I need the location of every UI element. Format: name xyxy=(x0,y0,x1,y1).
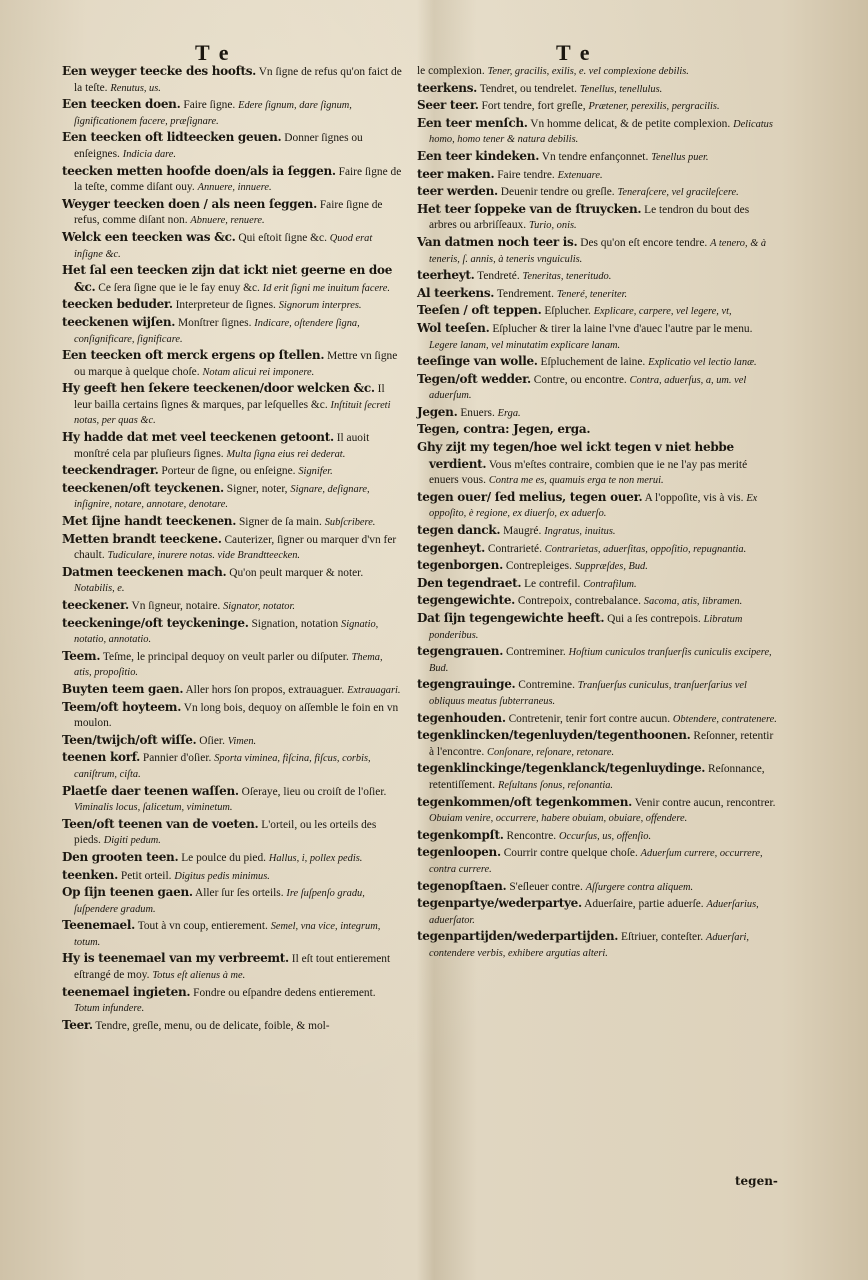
french-gloss: Oſeraye, lieu ou croiſt de l'oſier. xyxy=(241,785,387,798)
french-gloss: Tendreté. xyxy=(477,270,520,283)
dictionary-entry xyxy=(62,381,402,429)
dictionary-entry xyxy=(62,1018,402,1035)
header-left: T e xyxy=(195,40,231,65)
latin-gloss: Prætener, perexilis, pergracilis. xyxy=(588,101,720,113)
dictionary-entry xyxy=(417,677,777,709)
latin-gloss: Teneraſcere, vel gracileſcere. xyxy=(617,187,739,199)
headword: teerkens. xyxy=(417,80,478,95)
headword: teecken beduder. xyxy=(62,297,173,312)
headword: tegengrauinge. xyxy=(417,677,516,692)
latin-gloss: Conſonare, reſonare, retonare. xyxy=(487,746,615,758)
french-gloss: Porteur de ſigne, ou enſeigne. xyxy=(161,465,296,478)
latin-gloss: Id erit ſigni me inuitum facere. xyxy=(262,282,390,294)
header-right: T e xyxy=(556,40,592,65)
french-gloss: Contremine. xyxy=(518,679,575,692)
headword: Teem. xyxy=(62,648,101,663)
dictionary-entry xyxy=(417,64,777,80)
french-gloss: Vn ſigneur, notaire. xyxy=(131,600,221,612)
dictionary-entry xyxy=(417,116,777,148)
dictionary-entry xyxy=(417,761,777,793)
latin-gloss: Obuiam venire, occurrere, habere obuiam, obuiare, offendere. xyxy=(429,813,688,825)
dictionary-entry xyxy=(62,649,402,681)
headword: Al teerkens. xyxy=(417,285,495,300)
latin-gloss: Teneritas, teneritudo. xyxy=(522,271,612,283)
headword: Teen/oft teenen van de voeten. xyxy=(62,816,259,831)
latin-gloss: Thema, atis, propoſitio. xyxy=(74,651,383,679)
dictionary-entry xyxy=(417,422,777,439)
latin-gloss: Delicatus homo, homo tener & natura debilis. xyxy=(429,118,773,146)
french-gloss: Faire ſigne de refus, comme diſant non. xyxy=(74,198,383,227)
headword: tegenloopen. xyxy=(417,845,501,860)
dictionary-entry xyxy=(62,868,402,885)
latin-gloss: Signorum interpres. xyxy=(278,300,362,312)
dictionary-entry xyxy=(62,297,402,314)
dictionary-entry xyxy=(417,879,777,896)
dictionary-entry xyxy=(62,481,402,513)
french-gloss: Qui eſtoit ſigne &c. xyxy=(238,231,327,244)
headword: Jegen. xyxy=(417,404,458,419)
dictionary-entry xyxy=(417,303,777,320)
dictionary-entry xyxy=(417,321,777,353)
headword: Hy hadde dat met veel teeckenen getoont. xyxy=(62,430,334,445)
dictionary-entry xyxy=(417,268,777,285)
latin-gloss: Vimen. xyxy=(227,735,257,747)
headword: teenemael ingieten. xyxy=(62,984,191,999)
dictionary-entry xyxy=(417,235,777,267)
dictionary-entry xyxy=(417,728,777,760)
french-gloss: Vn ſigne de refus qu'on faict de la teſte. xyxy=(74,66,402,94)
dictionary-entry xyxy=(417,828,777,845)
dictionary-entry xyxy=(417,81,777,98)
french-gloss: Vn long bois, dequoy on aſſemble le foin en vn moulon. xyxy=(74,701,399,730)
headword: Een teer kindeken. xyxy=(417,148,540,163)
latin-gloss: Suppræſdes, Bud. xyxy=(574,561,648,573)
latin-gloss: Annuere, innuere. xyxy=(197,182,272,194)
dictionary-entry xyxy=(62,514,402,531)
dictionary-entry xyxy=(417,558,777,575)
headword: Een teecken oft merck ergens op ſtellen. xyxy=(62,348,325,363)
dictionary-entry xyxy=(62,64,402,96)
french-gloss: Qui a ſes contrepois. xyxy=(607,613,701,625)
french-gloss: Contre, ou encontre. xyxy=(533,373,627,386)
french-gloss: L'orteil, ou les orteils des pieds. xyxy=(74,818,377,847)
french-gloss: A l'oppoſite, vis à vis. xyxy=(644,491,744,504)
dictionary-entry xyxy=(62,315,402,347)
french-gloss: Signation, notation xyxy=(251,617,339,630)
headword: tegenklincken/tegenluyden/tegenthoonen. xyxy=(417,728,691,743)
latin-gloss: Tudiculare, inurere notas. vide Brandtteecken. xyxy=(107,550,301,562)
dictionary-entry xyxy=(62,197,402,229)
latin-gloss: Quod erat inſigne &c. xyxy=(74,232,373,260)
latin-gloss: Hoſtium cuniculos tranſuerſis cuniculis excipere, Bud. xyxy=(429,647,772,674)
headword: Dat ſijn tegengewichte heeft. xyxy=(417,611,605,625)
french-gloss: Contrepleiges. xyxy=(505,560,572,573)
french-gloss: Pannier d'oſier. xyxy=(142,752,212,765)
headword: Weyger teecken doen / als neen ſeggen. xyxy=(62,196,317,211)
dictionary-entry xyxy=(417,98,777,115)
latin-gloss: Sporta viminea, fiſcina, fiſcus, corbis, caniſtrum, ciſta. xyxy=(74,753,371,780)
latin-gloss: Digitus pedis minimus. xyxy=(174,870,270,882)
french-gloss: Contreminer. xyxy=(505,646,566,659)
french-gloss: Monſtrer ſignes. xyxy=(178,316,252,329)
dictionary-entry xyxy=(417,593,777,610)
latin-gloss: Reſultans ſonus, reſonantia. xyxy=(497,779,614,791)
headword: tegengrauen. xyxy=(417,644,504,659)
latin-gloss: Erga. xyxy=(497,407,521,419)
dictionary-entry xyxy=(417,795,777,827)
dictionary-entry xyxy=(62,616,402,648)
latin-gloss: Contra me es, quamuis erga te non merui. xyxy=(488,475,664,487)
headword: tegenborgen. xyxy=(417,558,503,573)
french-gloss: Reſonnance, retentiſſement. xyxy=(429,763,765,791)
dictionary-entry xyxy=(62,263,402,296)
french-gloss: Tendre, greſle, menu, ou de delicate, foible, & mol- xyxy=(95,1019,330,1032)
latin-gloss: Ire ſuſpenſo gradu, ſuſpendere gradum. xyxy=(74,888,365,915)
dictionary-entry xyxy=(62,164,402,196)
dictionary-entry xyxy=(62,850,402,867)
latin-gloss: Contra, aduerſus, a, um. vel aduerſum. xyxy=(429,374,747,402)
dictionary-entry xyxy=(62,918,402,950)
dictionary-entry xyxy=(62,817,402,849)
headword: Teer. xyxy=(62,1017,93,1032)
latin-gloss: Sacoma, atis, libramen. xyxy=(643,596,743,608)
latin-gloss: Semel, vna vice, integrum, totum. xyxy=(74,921,381,948)
headword: tegenpartijden/wederpartijden. xyxy=(417,929,619,944)
headword: Den grooten teen. xyxy=(62,849,179,864)
dictionary-entry xyxy=(62,985,402,1017)
dictionary-entry xyxy=(417,845,777,877)
headword: Metten brandt teeckene. xyxy=(62,531,222,546)
french-gloss: Le tendron du bout des arbres ou arbriſſeaux. xyxy=(429,203,750,232)
latin-gloss: Hallus, i, pollex pedis. xyxy=(268,852,363,864)
latin-gloss: Aduerſari, contendere verbis, exhibere argutias alteri. xyxy=(429,932,749,959)
dictionary-entry xyxy=(417,711,777,728)
dictionary-entry xyxy=(417,896,777,928)
headword: teeckenen wijſen. xyxy=(62,314,176,329)
headword: teeckener. xyxy=(62,598,129,612)
headword: tegengewichte. xyxy=(417,593,516,608)
headword: Een weyger teecke des hoofts. xyxy=(62,64,257,78)
dictionary-entry xyxy=(417,202,777,234)
latin-gloss: Notabilis, e. xyxy=(74,583,125,595)
latin-gloss: Aſſurgere contra aliquem. xyxy=(585,881,694,893)
latin-gloss: Inſtituit ſecreti notas, per quas &c. xyxy=(74,399,391,427)
latin-gloss: Tenellus puer. xyxy=(651,151,709,163)
headword: Teeſen / oft teppen. xyxy=(417,303,542,318)
latin-gloss: Tranſuerſus cuniculus, tranſuerſarius vel obliquus meatus ſubterraneus. xyxy=(429,680,747,707)
french-gloss: Contrepoix, contrebalance. xyxy=(517,595,641,608)
latin-gloss: Renutus, us. xyxy=(110,82,161,94)
latin-gloss: Signare, deſignare, inſignire, notare, annotare, denotare. xyxy=(74,483,370,511)
french-gloss: Le poulce du pied. xyxy=(181,851,266,864)
french-gloss: Teſme, le principal dequoy on veult parler ou diſputer. xyxy=(102,650,349,663)
latin-gloss: Occurſus, us, offenſio. xyxy=(559,830,652,842)
dictionary-entry xyxy=(417,611,777,643)
headword: Tegen/oft wedder. xyxy=(417,371,531,386)
headword: Hy is teenemael van my verbreemt. xyxy=(62,951,289,966)
dictionary-entry xyxy=(62,733,402,750)
french-gloss: Des qu'on eſt encore tendre. xyxy=(580,236,708,249)
latin-gloss: Contrafilum. xyxy=(583,578,637,590)
latin-gloss: Multa ſigna eius rei dederat. xyxy=(226,448,346,460)
dictionary-entry xyxy=(417,405,777,422)
french-gloss: Contrarieté. xyxy=(487,542,542,555)
dictionary-entry xyxy=(417,523,777,540)
french-gloss: Maugré. xyxy=(503,525,542,538)
headword: Welck een teecken was &c. xyxy=(62,229,236,244)
french-gloss: Fort tendre, fort greſle, xyxy=(481,100,586,113)
french-gloss: Tendrement. xyxy=(496,287,554,300)
headword: Teenemael. xyxy=(62,918,136,933)
french-gloss: Interpreteur de ſignes. xyxy=(175,299,276,312)
dictionary-entry xyxy=(417,372,777,404)
dictionary-entry xyxy=(417,167,777,184)
dictionary-entry xyxy=(417,286,777,303)
dictionary-entry xyxy=(417,490,777,522)
french-gloss: Fondre ou eſpandre dedens entierement. xyxy=(193,986,376,999)
latin-gloss: Tener, gracilis, exilis, e. vel complexione debilis. xyxy=(487,66,689,77)
french-gloss: Courrir contre quelque choſe. xyxy=(503,847,638,860)
headword: Datmen teeckenen mach. xyxy=(62,564,227,579)
headword: tegenkommen/oft tegenkommen. xyxy=(417,794,633,809)
headword: tegenkompſt. xyxy=(417,827,504,842)
headword: Tegen, contra: Jegen, erga. xyxy=(417,422,591,437)
headword: teenken. xyxy=(62,867,118,882)
headword: Het teer ſoppeke van de ſtruycken. xyxy=(417,201,642,216)
dictionary-entry xyxy=(417,644,777,676)
french-gloss: Aller hors ſon propos, extrauaguer. xyxy=(185,683,345,696)
latin-gloss: Legere lanam, vel minutatim explicare lanam. xyxy=(429,339,621,351)
latin-gloss: Ex oppoſito, è regione, ex diuerſo, ex aduerſo. xyxy=(429,492,758,520)
headword: teecken metten hoofde doen/als ia ſeggen. xyxy=(62,163,336,178)
headword: teeckeninge/oft teyckeninge. xyxy=(62,615,249,630)
headword: Teen/twijch/oft wiſſe. xyxy=(62,732,197,747)
latin-gloss: Extrauagari. xyxy=(347,684,401,696)
latin-gloss: Edere ſignum, dare ſignum, ſignificationem facere, præſignare. xyxy=(74,100,352,127)
dictionary-entry xyxy=(62,463,402,480)
headword: Op ſijn teenen gaen. xyxy=(62,885,193,900)
headword: teenen korf. xyxy=(62,750,141,765)
french-gloss: Ce ſera ſigne que ie le fay enuy &c. xyxy=(98,281,260,294)
french-gloss: Donner ſignes ou enſeignes. xyxy=(74,132,363,160)
latin-gloss: Obtendere, contratenere. xyxy=(672,713,777,725)
french-gloss: Enuers. xyxy=(460,406,495,419)
dictionary-entry xyxy=(62,750,402,782)
latin-gloss: Tenellus, tenellulus. xyxy=(579,83,663,95)
latin-gloss: A tenero, & à teneris, ſ. annis, à teneris vnguiculis. xyxy=(429,237,767,265)
french-gloss: Eſtriuer, conteſter. xyxy=(621,931,704,944)
french-gloss: Le contrefil. xyxy=(524,577,581,590)
french-gloss: Vn homme delicat, & de petite complexion. xyxy=(530,117,731,130)
latin-gloss: Abnuere, renuere. xyxy=(190,215,265,227)
french-gloss: Tendret, ou tendrelet. xyxy=(479,82,577,95)
left-column xyxy=(62,64,402,1035)
headword: Een teecken oft lidteecken geuen. xyxy=(62,130,282,145)
french-gloss: Eſplucher & tirer la laine l'vne d'auec l'autre par le menu. xyxy=(492,322,753,335)
latin-gloss: Aduerſum currere, occurrere, contra currere. xyxy=(429,848,763,875)
french-gloss: Oſier. xyxy=(199,734,225,747)
headword: tegenklinckinge/tegenklanck/tegenluydinge. xyxy=(417,761,706,776)
french-gloss: Faire ſigne de la teſte, comme diſant ouy. xyxy=(74,165,402,194)
headword: tegen ouer/ ſed melius, tegen ouer. xyxy=(417,489,643,504)
dictionary-entry xyxy=(417,354,777,371)
latin-gloss: Aduerſarius, aduerſator. xyxy=(429,899,759,926)
headword: Den tegendraet. xyxy=(417,575,522,590)
french-gloss: Il auoit monſtré cela par pluſieurs ſignes. xyxy=(74,432,370,460)
headword: Plaetſe daer teenen waſſen. xyxy=(62,783,239,798)
headword: teeckendrager. xyxy=(62,463,159,478)
latin-gloss: Libratum ponderibus. xyxy=(429,614,743,641)
french-gloss: Contretenir, tenir fort contre aucun. xyxy=(508,712,671,725)
latin-gloss: Indicia dare. xyxy=(122,148,177,160)
headword: Ghy zijt my tegen/hoe wel ickt tegen v niet hebbe verdient. xyxy=(417,440,734,471)
french-gloss: Vn tendre enfançonnet. xyxy=(541,150,649,163)
latin-gloss: Signatio, notatio, annotatio. xyxy=(74,618,379,646)
headword: tegenheyt. xyxy=(417,540,485,555)
dictionary-entry xyxy=(62,532,402,564)
headword: Teem/oft hoyteem. xyxy=(62,699,182,714)
french-gloss: Il leur bailla certains ſignes & marques, par leſquelles &c. xyxy=(74,383,385,411)
french-gloss: Faire tendre. xyxy=(497,168,555,181)
latin-gloss: Signator, notator. xyxy=(223,601,295,612)
dictionary-entry xyxy=(417,184,777,201)
headword: tegenpartye/wederpartye. xyxy=(417,896,582,911)
latin-gloss: Contrarietas, aduerſitas, oppoſitio, repugnantia. xyxy=(544,543,747,555)
latin-gloss: Explicare, carpere, vel legere, vt, xyxy=(593,306,732,318)
latin-gloss: Signifer. xyxy=(298,466,333,478)
latin-gloss: Digiti pedum. xyxy=(103,835,161,847)
catchword: tegen- xyxy=(735,1174,778,1188)
dictionary-entry xyxy=(62,230,402,262)
headword: teerheyt. xyxy=(417,268,475,283)
dictionary-entry xyxy=(417,576,777,593)
dictionary-entry xyxy=(62,97,402,129)
french-gloss: Mettre vn ſigne ou marque à quelque choſe. xyxy=(74,350,398,378)
headword: tegenhouden. xyxy=(417,710,506,725)
french-gloss: Il eſt tout entierement eſtrangé de moy. xyxy=(74,953,391,982)
dictionary-entry xyxy=(62,784,402,816)
headword: Met ſijne handt teeckenen. xyxy=(62,514,237,529)
latin-gloss: Teneré, teneriter. xyxy=(556,288,628,300)
latin-gloss: Totum infundere. xyxy=(74,1003,145,1015)
headword: teer maken. xyxy=(417,166,495,181)
dictionary-entry xyxy=(62,348,402,380)
dictionary-entry xyxy=(62,700,402,732)
dictionary-entry xyxy=(62,951,402,983)
dictionary-entry xyxy=(417,440,777,489)
latin-gloss: Notam alicui rei imponere. xyxy=(202,366,315,378)
french-gloss: Petit orteil. xyxy=(120,869,172,882)
headword: Van datmen noch teer is. xyxy=(417,234,578,249)
dictionary-entry xyxy=(62,565,402,597)
dictionary-entry xyxy=(62,130,402,162)
latin-gloss: Indicare, oſtendere ſigna, conſignificare, ſignificare. xyxy=(74,317,360,345)
french-gloss: Eſpluchement de laine. xyxy=(540,356,646,369)
french-gloss: Signer de ſa main. xyxy=(238,516,322,529)
french-gloss: Qu'on peult marquer & noter. xyxy=(229,566,364,579)
latin-gloss: Extenuare. xyxy=(557,169,603,181)
headword: teer werden. xyxy=(417,184,498,199)
headword: tegenopſtaen. xyxy=(417,878,507,893)
french-gloss: Tout à vn coup, entierement. xyxy=(137,920,268,933)
dictionary-entry xyxy=(62,598,402,615)
right-column xyxy=(417,64,777,962)
french-gloss: Deuenir tendre ou greſle. xyxy=(500,186,615,199)
headword: teeckenen/oft teyckenen. xyxy=(62,480,224,495)
dictionary-entry xyxy=(62,430,402,462)
headword: teeſinge van wolle. xyxy=(417,354,538,369)
headword: Wol teeſen. xyxy=(417,320,490,335)
headword: tegen danck. xyxy=(417,523,501,538)
french-gloss: Reſonner, retentir à l'encontre. xyxy=(429,730,774,758)
headword: Het ſal een teecken zijn dat ickt niet geerne en doe &c. xyxy=(62,263,393,294)
french-gloss: Eſplucher. xyxy=(544,305,591,318)
headword: Hy geeft hen ſekere teeckenen/door welcken &c. xyxy=(62,381,375,396)
latin-gloss: Viminalis locus, ſalicetum, viminetum. xyxy=(74,802,233,814)
dictionary-entry xyxy=(417,149,777,166)
latin-gloss: Totus eſt alienus à me. xyxy=(152,970,246,982)
french-gloss: Rencontre. xyxy=(506,829,557,842)
dictionary-entry xyxy=(417,541,777,558)
dictionary-entry xyxy=(417,929,777,961)
latin-gloss: Explicatio vel lectio lanæ. xyxy=(648,357,757,369)
french-gloss: Signer, noter, xyxy=(226,482,288,495)
french-gloss: Venir contre aucun, rencontrer. xyxy=(634,796,776,809)
french-gloss: Aller ſur ſes orteils. xyxy=(194,887,284,900)
headword: Seer teer. xyxy=(417,98,479,113)
french-gloss: Vous m'eſtes contraire, combien que ie ne l'ay pas merité enuers vous. xyxy=(429,458,748,487)
dictionary-entry xyxy=(62,885,402,917)
french-gloss: le complexion. xyxy=(417,65,485,77)
french-gloss: Aduerſaire, partie aduerſe. xyxy=(584,898,704,911)
headword: Een teecken doen. xyxy=(62,97,181,112)
french-gloss: Faire ſigne. xyxy=(183,99,236,112)
latin-gloss: Turio, onis. xyxy=(528,220,577,232)
dictionary-entry xyxy=(62,682,402,699)
headword: Een teer menſch. xyxy=(417,115,528,130)
french-gloss: S'eſleuer contre. xyxy=(509,880,583,893)
headword: Buyten teem gaen. xyxy=(62,681,184,696)
french-gloss: Cauterizer, ſigner ou marquer d'vn fer chault. xyxy=(74,533,397,562)
latin-gloss: Subſcribere. xyxy=(324,517,376,529)
latin-gloss: Ingratus, inuitus. xyxy=(544,526,616,538)
